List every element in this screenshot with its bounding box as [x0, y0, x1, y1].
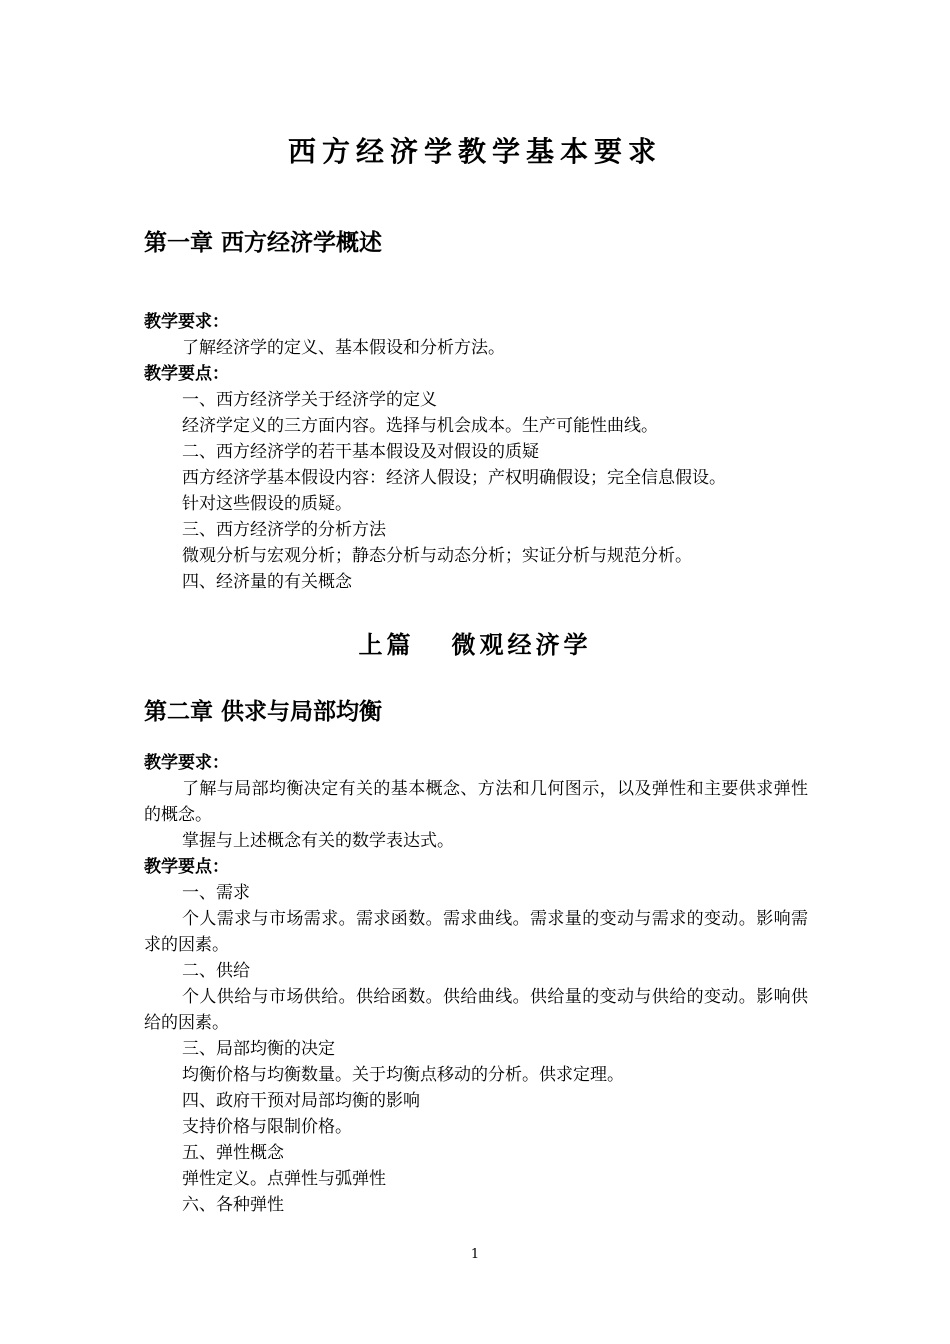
chapter-1-point-line: 经济学定义的三方面内容。选择与机会成本。生产可能性曲线。	[182, 416, 658, 436]
chapter-2-point-item: 四、政府干预对局部均衡的影响	[182, 1091, 420, 1111]
chapter-2-points-label: 教学要点：	[144, 857, 229, 877]
chapter-1-point-line: 二、西方经济学的若干基本假设及对假设的质疑	[182, 442, 539, 462]
chapter-2-point-item: 弹性定义。点弹性与弧弹性	[182, 1169, 386, 1189]
chapter-2-requirements-label: 教学要求：	[144, 753, 229, 773]
chapter-2-point-item: 五、弹性概念	[182, 1143, 284, 1163]
chapter-2-point-item: 三、局部均衡的决定	[182, 1039, 335, 1059]
chapter-2-point-item: 六、各种弹性	[182, 1195, 284, 1215]
chapter-2-requirement-paragraph: 了解与局部均衡决定有关的基本概念、方法和几何图示，以及弹性和主要供求弹性的概念。	[144, 779, 808, 825]
chapter-1-point-line: 西方经济学基本假设内容：经济人假设；产权明确假设；完全信息假设。	[182, 468, 726, 488]
chapter-1-requirements-label: 教学要求：	[144, 312, 229, 332]
chapter-2-point-item: 二、供给	[182, 961, 250, 981]
chapter-2-body	[144, 750, 808, 1218]
chapter-2-requirement-paragraph: 掌握与上述概念有关的数学表达式。	[182, 831, 454, 851]
chapter-1-heading: 第一章 西方经济学概述	[144, 229, 383, 256]
chapter-1-point-line: 一、西方经济学关于经济学的定义	[182, 390, 437, 410]
chapter-1-point-line: 微观分析与宏观分析；静态分析与动态分析；实证分析与规范分析。	[182, 546, 692, 566]
page-number: 1	[470, 1247, 480, 1262]
chapter-1-point-line: 针对这些假设的质疑。	[182, 494, 352, 514]
chapter-2-point-item: 均衡价格与均衡数量。关于均衡点移动的分析。供求定理。	[182, 1065, 624, 1085]
chapter-1-requirement-line: 了解经济学的定义、基本假设和分析方法。	[182, 338, 505, 358]
chapter-1-points-label: 教学要点：	[144, 364, 229, 384]
document-title: 西方经济学教学基本要求	[287, 135, 662, 168]
chapter-1-body	[144, 309, 808, 595]
chapter-1-point-line: 三、西方经济学的分析方法	[182, 520, 386, 540]
chapter-1-point-line: 四、经济量的有关概念	[182, 572, 352, 592]
chapter-2-point-item: 个人供给与市场供给。供给函数。供给曲线。供给量的变动与供给的变动。影响供给的因素。	[144, 987, 808, 1033]
chapter-2-point-item: 个人需求与市场需求。需求函数。需求曲线。需求量的变动与需求的变动。影响需求的因素。	[144, 909, 808, 955]
chapter-2-heading: 第二章 供求与局部均衡	[144, 698, 383, 725]
chapter-2-point-item: 支持价格与限制价格。	[182, 1117, 352, 1137]
chapter-2-point-item: 一、需求	[182, 883, 250, 903]
part-1-heading: 上篇 微观经济学	[358, 630, 592, 659]
